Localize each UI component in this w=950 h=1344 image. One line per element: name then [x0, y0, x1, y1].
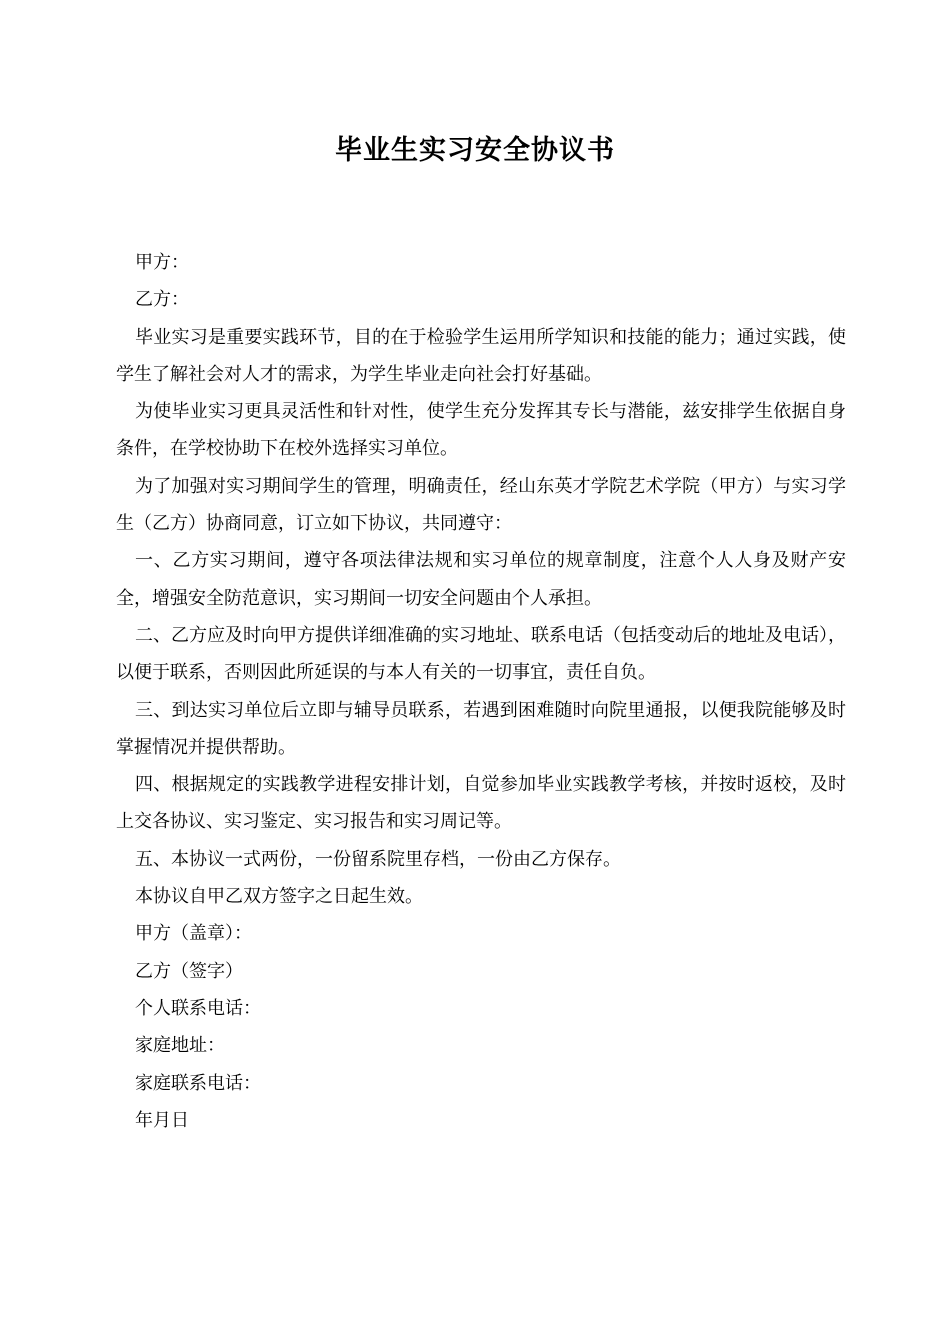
document-title: 毕业生实习安全协议书: [335, 135, 615, 166]
clause-4: 四、根据规定的实践教学进程安排计划，自觉参加毕业实践教学考核，并按时返校，及时上交各协议、实习鉴定、实习报告和实习周记等。: [116, 774, 846, 833]
clause-2: 二、乙方应及时向甲方提供详细准确的实习地址、联系电话（包括变动后的地址及电话），以便于联系，否则因此所延误的与本人有关的一切事宜，责任自负。: [116, 624, 846, 684]
party-b-line: 乙方：: [135, 289, 189, 311]
personal-phone-line: 个人联系电话：: [135, 997, 261, 1019]
clause-1: 一、乙方实习期间，遵守各项法律法规和实习单位的规章制度，注意个人人身及财产安全，增强安全防范意识，实习期间一切安全问题由个人承担。: [116, 550, 846, 609]
signature-party-b: 乙方（签字）: [135, 960, 243, 982]
signature-party-a: 甲方（盖章）：: [135, 923, 252, 945]
effective-statement: 本协议自甲乙双方签字之日起生效。: [135, 886, 423, 908]
party-a-line: 甲方：: [135, 252, 189, 273]
clause-3: 三、到达实习单位后立即与辅导员联系，若遇到困难随时向院里通报，以便我院能够及时掌握情况并提供帮助。: [116, 699, 846, 758]
intro-paragraph-2: 为使毕业实习更具灵活性和针对性，使学生充分发挥其专长与潜能，兹安排学生依据自身条件，在学校协助下在校外选择实习单位。: [116, 401, 846, 460]
clause-5: 五、本协议一式两份，一份留系院里存档，一份由乙方保存。: [135, 848, 621, 870]
intro-paragraph-3: 为了加强对实习期间学生的管理，明确责任，经山东英才学院艺术学院（甲方）与实习学生（乙方）协商同意，订立如下协议，共同遵守：: [116, 475, 846, 535]
document-body: [116, 244, 846, 1139]
intro-paragraph-1: 毕业实习是重要实践环节，目的在于检验学生运用所学知识和技能的能力；通过实践，使学生了解社会对人才的需求，为学生毕业走向社会打好基础。: [116, 326, 846, 385]
home-address-line: 家庭地址：: [135, 1035, 225, 1057]
home-phone-line: 家庭联系电话：: [135, 1072, 261, 1094]
date-line: 年月日: [135, 1109, 189, 1131]
